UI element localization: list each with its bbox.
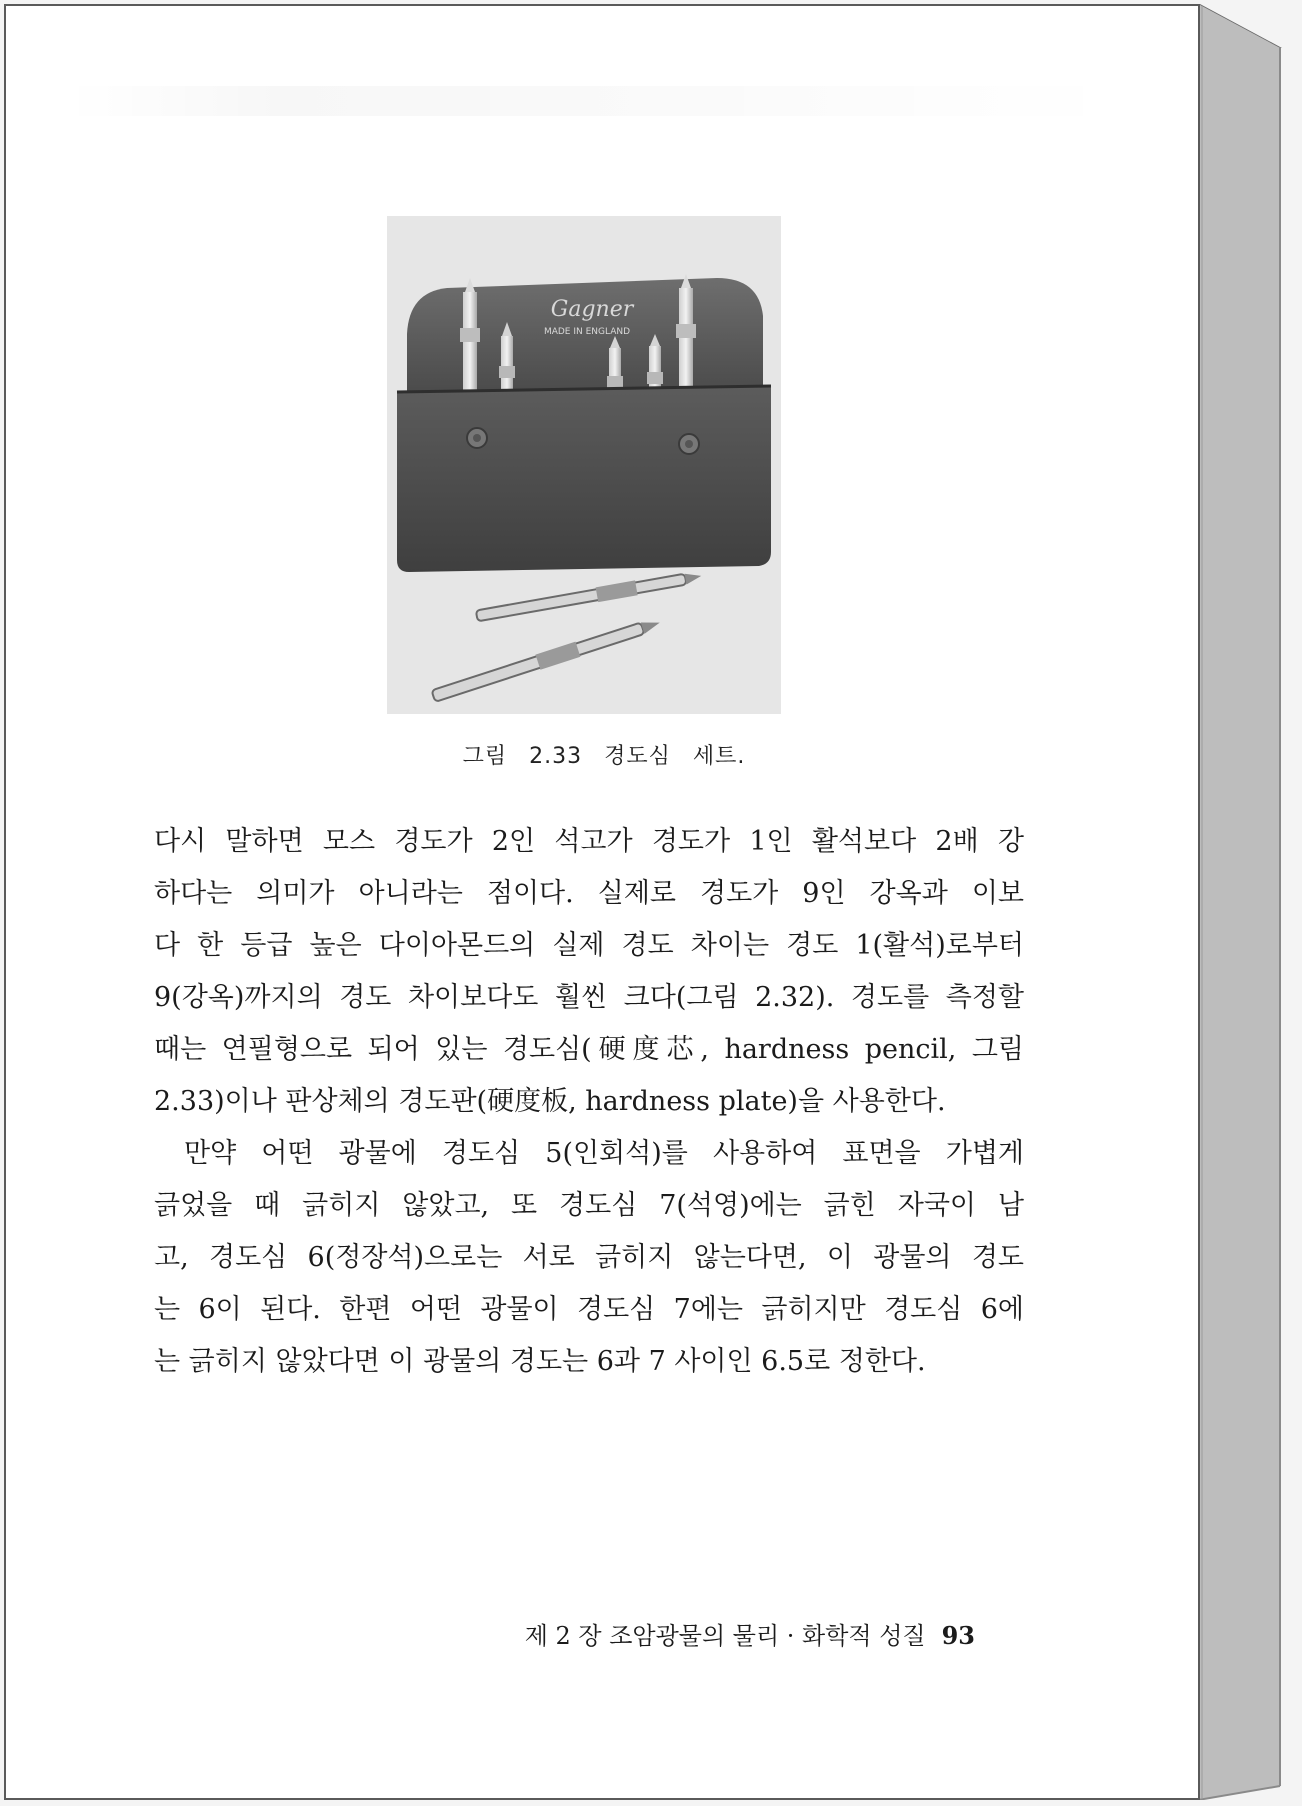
pouch-brand-mark: Gagner	[550, 297, 634, 322]
book-page	[4, 4, 1200, 1800]
bleed-through-shadow	[66, 86, 1126, 116]
text-line: 다 한 등급 높은 다이아몬드의 실제 경도 차이는 경도 1(활석)로부터	[154, 930, 1024, 961]
page-footer	[525, 1616, 975, 1651]
text-line: 는 긁히지 않았다면 이 광물의 경도는 6과 7 사이인 6.5로 정한다.	[154, 1346, 926, 1377]
figure-caption: 그림 2.33 경도심 세트.	[462, 744, 746, 769]
text-line: 만약 어떤 광물에 경도심 5(인회석)를 사용하여 표면을 가볍게	[184, 1138, 1024, 1169]
text-line: 고, 경도심 6(정장석)으로는 서로 긁히지 않는다면, 이 광물의 경도	[154, 1242, 1024, 1273]
pouch-illustration	[387, 216, 781, 714]
body-text	[154, 816, 1024, 1388]
text-line: 때는 연필형으로 되어 있는 경도심(硬度芯, hardness pencil, 그림	[154, 1034, 1024, 1065]
text-line: 하다는 의미가 아니라는 점이다. 실제로 경도가 9인 강옥과 이보	[154, 878, 1024, 909]
book-page-edge	[1198, 4, 1298, 1800]
page-number: 93	[941, 1621, 975, 1650]
text-line: 는 6이 된다. 한편 어떤 광물이 경도심 7에는 긁히지만 경도심 6에	[154, 1294, 1024, 1325]
chapter-title: 제 2 장 조암광물의 물리 · 화학적 성질	[524, 1622, 926, 1650]
pouch-made-in-tag: MADE IN ENGLAND	[543, 327, 631, 337]
hardness-pencil-set-photo	[387, 216, 781, 714]
text-line: 다시 말하면 모스 경도가 2인 석고가 경도가 1인 활석보다 2배 강	[154, 826, 1024, 857]
text-line: 긁었을 때 긁히지 않았고, 또 경도심 7(석영)에는 긁힌 자국이 남	[154, 1190, 1024, 1221]
text-line: 2.33)이나 판상체의 경도판(硬度板, hardness plate)을 사용한다.	[154, 1086, 946, 1117]
text-line: 9(강옥)까지의 경도 차이보다도 훨씬 크다(그림 2.32). 경도를 측정할	[154, 982, 1024, 1013]
